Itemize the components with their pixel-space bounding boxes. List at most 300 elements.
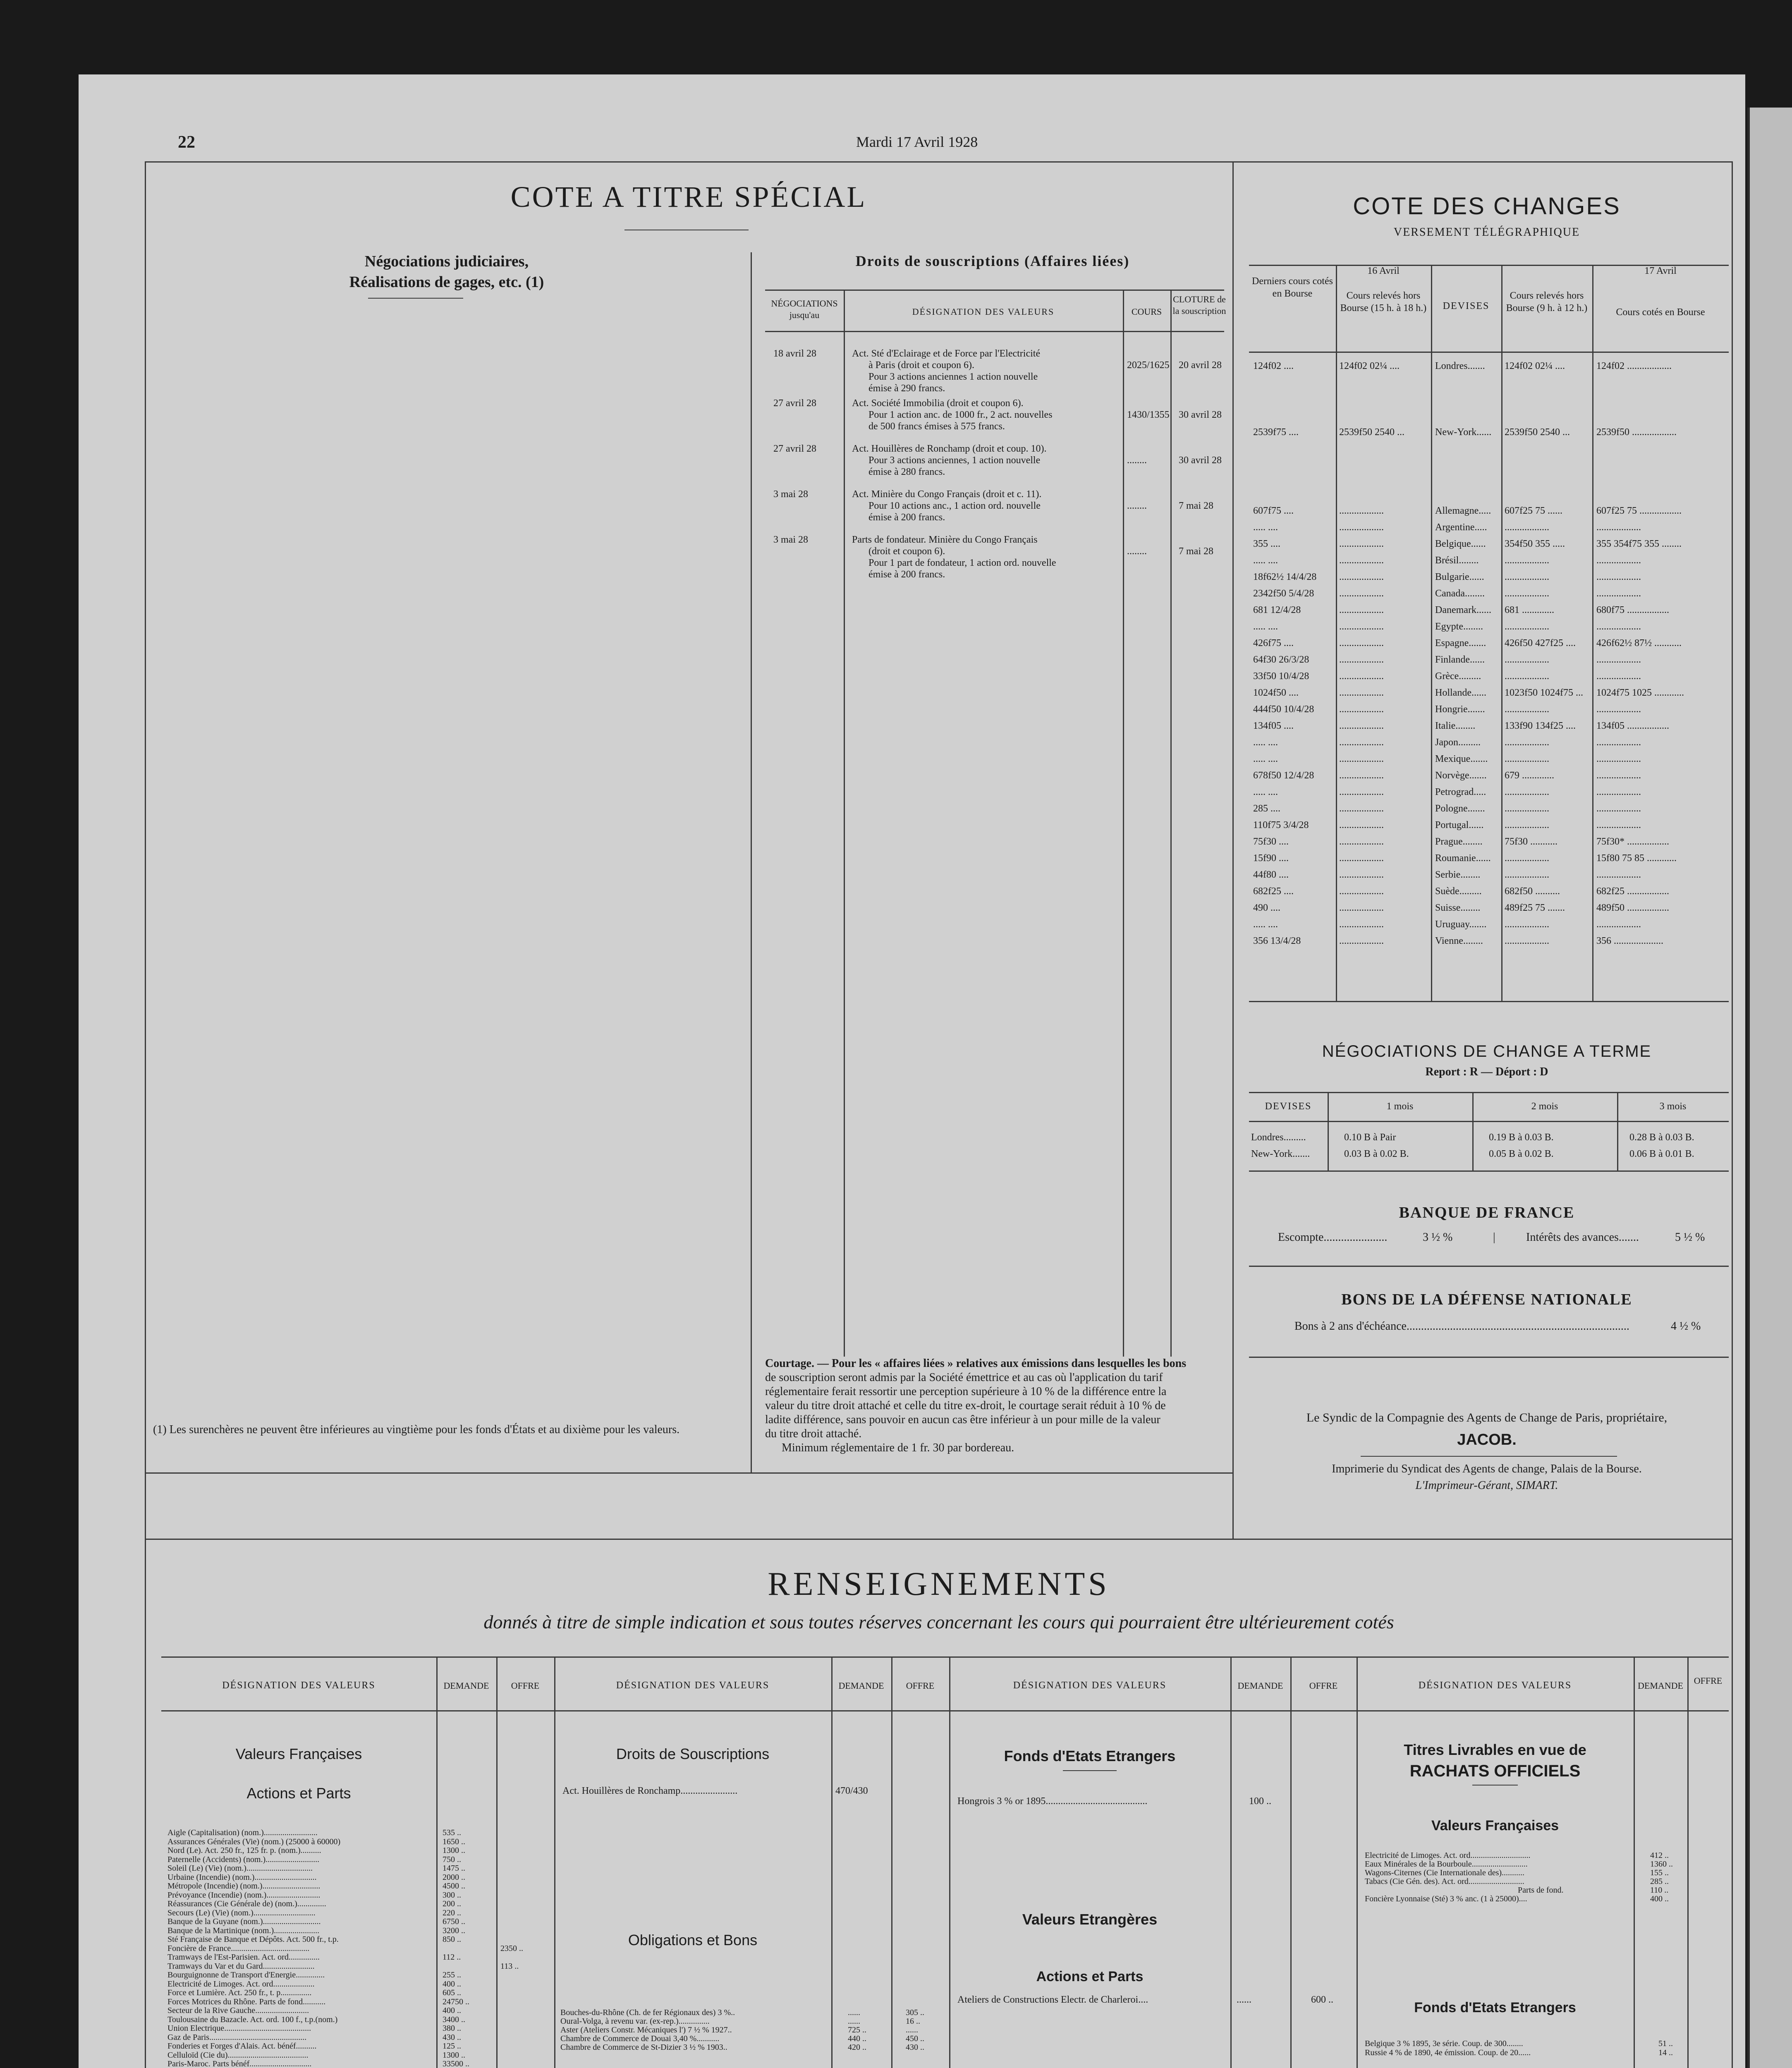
droits-row-designation: Pour 3 actions anciennes, 1 action nouvelle <box>868 455 1041 466</box>
rens-div <box>1687 1656 1689 2068</box>
changes-derniers: ..... .... <box>1253 754 1278 764</box>
changes-releves-16: 2539f50 2540 ... <box>1339 427 1404 438</box>
col3-heading-rule <box>1063 1770 1117 1771</box>
col1-row-demande: 1300 .. <box>443 2050 465 2060</box>
changes-cotes-17: .................. <box>1596 754 1641 764</box>
rens-div <box>1290 1656 1292 2068</box>
changes-col-derniers: Derniers cours cotés en Bourse <box>1252 276 1333 299</box>
newspaper-page <box>79 74 1745 2068</box>
changes-releves-17: 124f02 02¼ .... <box>1505 361 1565 371</box>
changes-derniers: 64f30 26/3/28 <box>1253 654 1309 665</box>
syndic-rule <box>1361 1456 1617 1457</box>
changes-devise: Grèce......... <box>1435 671 1481 682</box>
col1-row-label: Banque de la Guyane (nom.)............................ <box>167 1917 321 1926</box>
changes-devise: Danemark...... <box>1435 605 1491 615</box>
changes-releves-16: .................. <box>1339 919 1384 930</box>
changes-col-16: 16 Avril <box>1367 266 1400 276</box>
col3-row2-label: Ateliers de Constructions Electr. de Charleroi.... <box>957 1994 1148 2005</box>
footnote: (1) Les surenchères ne peuvent être inférieures au vingtième pour les fonds d'États et au dixième pour les valeurs. <box>153 1423 680 1436</box>
changes-devise: New-York...... <box>1435 427 1492 438</box>
banque-rule <box>1249 1266 1729 1267</box>
changes-cotes-17: 75f30* ................. <box>1596 836 1669 847</box>
col3-row1-label: Hongrois 3 % or 1895......................................... <box>957 1796 1148 1807</box>
changes-derniers: ..... .... <box>1253 919 1278 930</box>
col4-row-label: Electricité de Limoges. Act. ord............................. <box>1365 1851 1531 1860</box>
syndic-line-2: Imprimerie du Syndicat des Agents de change, Palais de la Bourse. <box>1332 1462 1642 1475</box>
col1-row-demande: 605 .. <box>443 1988 461 1997</box>
col1-row-demande: 400 .. <box>443 2006 461 2015</box>
changes-releves-16: .................. <box>1339 687 1384 698</box>
droits-row-date: 3 mai 28 <box>773 534 808 545</box>
changes-cotes-17: .................. <box>1596 704 1641 715</box>
heading-underline <box>368 298 463 299</box>
changes-releves-16: .................. <box>1339 836 1384 847</box>
page-date: Mardi 17 Avril 1928 <box>856 134 978 150</box>
col1-row-demande: 1300 .. <box>443 1846 465 1855</box>
changes-releves-17: 2539f50 2540 ... <box>1505 427 1570 438</box>
droits-row-designation: Act. Houillères de Ronchamp (droit et coup. 10). <box>852 443 1047 454</box>
changes-col-cotes-17: Cours cotés en Bourse <box>1616 307 1705 318</box>
rens-col-demande: DEMANDE <box>838 1680 884 1691</box>
changes-releves-16: .................. <box>1339 704 1384 715</box>
changes-cotes-17: 426f62½ 87½ ........... <box>1596 638 1682 649</box>
changes-releves-17: .................. <box>1505 555 1549 566</box>
banque-escompte-label: Escompte...................... <box>1278 1231 1388 1244</box>
col3-row2-demande: ...... <box>1237 1994 1251 2005</box>
changes-devise: Argentine..... <box>1435 522 1487 533</box>
banque-separator: | <box>1493 1231 1495 1244</box>
col4-row-demande: 1360 .. <box>1650 1860 1673 1869</box>
changes-cotes-17: .................. <box>1596 919 1641 930</box>
rens-col-designation: DÉSIGNATION DES VALEURS <box>616 1680 770 1691</box>
col1-row-label: Paternelle (Accidents) (nom.).......................... <box>167 1855 320 1864</box>
changes-cotes-17: 355 354f75 355 ........ <box>1596 539 1682 549</box>
renseignements-subtitle: donnés à titre de simple indication et sous toutes réserves concernant les cours qui pourraient être ultérieurement cotés <box>483 1611 1394 1632</box>
changes-releves-16: .................. <box>1339 902 1384 913</box>
right-border <box>1732 161 1733 2068</box>
changes-devise: Finlande...... <box>1435 654 1485 665</box>
col1-row-label: Secours (Le) (Vie) (nom.).............................. <box>167 1908 316 1917</box>
renseignements-top-rule <box>145 1539 1733 1540</box>
droits-col-cloture: CLOTURE de la souscription <box>1172 294 1226 316</box>
changes-releves-16: .................. <box>1339 886 1384 897</box>
col1-row-demande: 380 .. <box>443 2024 461 2033</box>
changes-derniers: 75f30 .... <box>1253 836 1289 847</box>
droits-row-date: 18 avril 28 <box>773 348 816 359</box>
rens-div <box>949 1656 950 2068</box>
changes-releves-16: 124f02 02¼ .... <box>1339 361 1400 371</box>
changes-releves-16: .................. <box>1339 754 1384 764</box>
col1-row-offre: 113 .. <box>500 1961 519 1971</box>
changes-releves-17: .................. <box>1505 671 1549 682</box>
col1-row-offre: 2350 .. <box>500 1944 523 1953</box>
changes-col-div-4 <box>1592 265 1593 1001</box>
rens-col-demande: DEMANDE <box>443 1680 489 1691</box>
changes-devise: Allemagne..... <box>1435 505 1491 516</box>
changes-releves-17: .................. <box>1505 869 1549 880</box>
bons-value: 4 ½ % <box>1671 1320 1701 1333</box>
droits-col-cours: COURS <box>1131 306 1162 317</box>
col2-row-demande: 440 .. <box>848 2034 866 2043</box>
droits-row-cours: 2025/1625 <box>1127 360 1170 371</box>
changes-subtitle: VERSEMENT TÉLÉGRAPHIQUE <box>1393 226 1580 239</box>
col2-row-demande: ...... <box>848 2017 860 2026</box>
col2-row-offre: 16 .. <box>906 2017 920 2026</box>
left-border <box>145 161 146 2068</box>
rens-col-designation: DÉSIGNATION DES VALEURS <box>1418 1680 1572 1691</box>
changes-releves-16: .................. <box>1339 555 1384 566</box>
changes-cotes-17: .................. <box>1596 555 1641 566</box>
changes-cotes-17: .................. <box>1596 869 1641 880</box>
col1-row-label: Métropole (Incendie) (nom.)............................ <box>167 1881 321 1891</box>
changes-releves-17: .................. <box>1505 803 1549 814</box>
col1-row-label: Forces Motrices du Rhône. Parts de fond........... <box>167 1997 326 2006</box>
col1-row-label: Tramways de l'Est-Parisien. Act. ord............... <box>167 1953 320 1962</box>
col1-row-label: Gaz de Paris............................................... <box>167 2032 307 2042</box>
terme-row-newyork-devise: New-York....... <box>1251 1149 1310 1159</box>
col4-row-label: Russie 4 % de 1890, 4e émission. Coup. de 20...... <box>1365 2048 1531 2057</box>
changes-cotes-17: .................. <box>1596 787 1641 797</box>
terme-row-londres-3: 0.28 B à 0.03 B. <box>1629 1132 1694 1143</box>
changes-devise: Portugal...... <box>1435 820 1484 831</box>
rens-header-bottom <box>161 1710 1729 1711</box>
rens-div <box>496 1656 498 2068</box>
changes-devise: Espagne....... <box>1435 638 1486 649</box>
rens-div <box>436 1656 438 2068</box>
terme-row-newyork-2: 0.05 B à 0.02 B. <box>1489 1149 1554 1159</box>
courtage-line: Minimum réglementaire de 1 fr. 30 par bordereau. <box>782 1441 1014 1454</box>
col1-row-label: Banque de la Martinique (nom.)...................... <box>167 1926 320 1935</box>
changes-derniers: 355 .... <box>1253 539 1280 549</box>
col1-row-label: Bourguignonne de Transport d'Energie.............. <box>167 1970 325 1979</box>
changes-releves-16: .................. <box>1339 720 1384 731</box>
changes-cotes-17: .................. <box>1596 654 1641 665</box>
changes-derniers: ..... .... <box>1253 555 1278 566</box>
changes-devise: Mexique....... <box>1435 754 1488 764</box>
changes-derniers: 607f75 .... <box>1253 505 1294 516</box>
changes-cotes-17: .................. <box>1596 588 1641 599</box>
terme-header-devises: DEVISES <box>1265 1101 1312 1112</box>
changes-devise: Canada........ <box>1435 588 1485 599</box>
col1-row-demande: 33500 .. <box>443 2059 469 2068</box>
droits-row-designation: émise à 290 francs. <box>868 383 945 394</box>
changes-devise: Uruguay....... <box>1435 919 1487 930</box>
col1-row-demande: 255 .. <box>443 1970 461 1979</box>
changes-title: COTE DES CHANGES <box>1353 193 1621 220</box>
col2-row-label: Oural-Volga, à revenu var. (ex-rep.)............... <box>560 2017 710 2026</box>
changes-releves-16: .................. <box>1339 853 1384 864</box>
changes-devise: Norvège....... <box>1435 770 1487 781</box>
changes-col-releves-16: Cours relevés hors Bourse (15 h. à 18 h.) <box>1340 290 1427 314</box>
col2-row-offre: ...... <box>906 2025 918 2034</box>
courtage-line: réglementaire ferait ressortir une perception supérieure à 10 % de la différence entre la <box>765 1385 1167 1398</box>
col4-heading-1: Titres Livrables en vue de <box>1404 1741 1586 1758</box>
droits-row-designation: Act. Minière du Congo Français (droit et c. 11). <box>852 489 1042 500</box>
droits-row-cloture: 7 mai 28 <box>1179 500 1213 511</box>
col1-row-demande: 112 .. <box>443 1953 461 1962</box>
droits-row-date: 27 avril 28 <box>773 443 816 454</box>
col4-row-label: Foncière Lyonnaise (Sté) 3 % anc. (1 à 25000).... <box>1365 1894 1527 1903</box>
col1-row-label: Secteur de la Rive Gauche.......................... <box>167 2006 309 2015</box>
changes-cotes-17: 607f25 75 ................. <box>1596 505 1682 516</box>
col1-row-demande: 2000 .. <box>443 1872 465 1882</box>
changes-releves-16: .................. <box>1339 869 1384 880</box>
terme-table-bottom <box>1249 1170 1729 1172</box>
changes-devise: Egypte........ <box>1435 621 1483 632</box>
changes-cotes-17: 134f05 ................. <box>1596 720 1669 731</box>
col2-row-demande: 725 .. <box>848 2025 866 2034</box>
droits-row-cloture: 20 avril 28 <box>1179 360 1222 371</box>
col2-row-label: Chambre de Commerce de Douai 3,40 %........... <box>560 2034 720 2043</box>
changes-releves-17: .................. <box>1505 737 1549 748</box>
col1-row-label: Sté Française de Banque et Dépôts. Act. 500 fr., t.p. <box>167 1935 339 1944</box>
changes-derniers: ..... .... <box>1253 737 1278 748</box>
changes-table-bottom <box>1249 1001 1729 1002</box>
bons-rule <box>1249 1357 1729 1358</box>
changes-releves-17: 682f50 .......... <box>1505 886 1560 897</box>
changes-devise: Belgique...... <box>1435 539 1486 549</box>
col4-row-demande: 51 .. <box>1658 2039 1673 2048</box>
terme-row-newyork-3: 0.06 B à 0.01 B. <box>1629 1149 1694 1159</box>
banque-escompte-value: 3 ½ % <box>1423 1231 1453 1244</box>
changes-derniers: ..... .... <box>1253 621 1278 632</box>
col2-heading-2: Obligations et Bons <box>628 1932 758 1948</box>
col2-row-demande: ...... <box>848 2008 860 2017</box>
col1-row-label: Union Electrique.......................................... <box>167 2024 311 2033</box>
changes-releves-17: .................. <box>1505 522 1549 533</box>
droits-row-designation: Pour 10 actions anc., 1 action ord. nouvelle <box>868 500 1041 511</box>
changes-derniers: 2342f50 5/4/28 <box>1253 588 1314 599</box>
changes-releves-17: 489f25 75 ....... <box>1505 902 1565 913</box>
droits-row-cours: ........ <box>1127 455 1147 466</box>
changes-releves-17: .................. <box>1505 919 1549 930</box>
courtage-line: valeur du titre droit attaché et celle du titre ex-droit, le courtage serait réduit à 10 % de <box>765 1399 1166 1412</box>
changes-releves-17: .................. <box>1505 588 1549 599</box>
col1-row-label: Tramways du Var et du Gard......................... <box>167 1961 315 1971</box>
changes-releves-16: .................. <box>1339 505 1384 516</box>
changes-devise: Pologne....... <box>1435 803 1485 814</box>
changes-derniers: 33f50 10/4/28 <box>1253 671 1309 682</box>
col1-row-demande: 430 .. <box>443 2032 461 2042</box>
col1-row-label: Aigle (Capitalisation) (nom.).......................... <box>167 1828 318 1837</box>
changes-releves-16: .................. <box>1339 605 1384 615</box>
col4-row-label: Tabacs (Cie Gén. des). Act. ord........................... <box>1365 1877 1524 1886</box>
syndic-line-1: Le Syndic de la Compagnie des Agents de Change de Paris, propriétaire, <box>1306 1411 1668 1424</box>
col2-row-offre: 430 .. <box>906 2043 924 2052</box>
changes-col-div-3 <box>1501 265 1503 1001</box>
col4-row-demande: 110 .. <box>1650 1886 1669 1895</box>
changes-derniers: 490 .... <box>1253 902 1280 913</box>
col2-row-offre: 305 .. <box>906 2008 924 2017</box>
changes-cotes-17: .................. <box>1596 621 1641 632</box>
changes-devise: Japon......... <box>1435 737 1481 748</box>
rens-div <box>1634 1656 1635 2068</box>
col4-heading-rule <box>1472 1785 1518 1786</box>
col4-row-label: Belgique 3 % 1895, 3e série. Coup. de 300........ <box>1365 2039 1523 2048</box>
col4-row-demande: 14 .. <box>1658 2048 1673 2057</box>
changes-cotes-17: .................. <box>1596 820 1641 831</box>
rens-table-top <box>161 1656 1729 1658</box>
droits-row-designation: à Paris (droit et coupon 6). <box>868 360 974 371</box>
banque-title: BANQUE DE FRANCE <box>1399 1204 1575 1221</box>
changes-cotes-17: .................. <box>1596 572 1641 582</box>
terme-row-londres-1: 0.10 B à Pair <box>1344 1132 1396 1143</box>
terme-header-1-mois: 1 mois <box>1386 1101 1414 1112</box>
col3-heading-3: Actions et Parts <box>1036 1969 1144 1984</box>
col1-row-label: Soleil (Le) (Vie) (nom.)................................ <box>167 1864 313 1873</box>
changes-derniers: 124f02 .... <box>1253 361 1294 371</box>
rens-col-offre: OFFRE <box>1694 1675 1723 1686</box>
changes-releves-17: .................. <box>1505 820 1549 831</box>
droits-row-cloture: 30 avril 28 <box>1179 455 1222 466</box>
courtage-line: Courtage. — Pour les « affaires liées » relatives aux émissions dans lesquelles les bons <box>765 1357 1187 1370</box>
col1-row-demande: 300 .. <box>443 1890 461 1900</box>
col4-row-demande: 412 .. <box>1650 1851 1669 1860</box>
col1-row-demande: 850 .. <box>443 1935 461 1944</box>
changes-releves-16: .................. <box>1339 638 1384 649</box>
negociations-heading-2: Réalisations de gages, etc. (1) <box>349 273 544 291</box>
renseignements-title: RENSEIGNEMENTS <box>768 1566 1110 1602</box>
changes-releves-16: .................. <box>1339 522 1384 533</box>
changes-devise: Londres....... <box>1435 361 1485 371</box>
changes-cotes-17: 124f02 .................. <box>1596 361 1672 371</box>
changes-cotes-17: 680f75 ................. <box>1596 605 1669 615</box>
changes-cotes-17: 489f50 ................. <box>1596 902 1669 913</box>
terme-subtitle: Report : R — Déport : D <box>1425 1065 1548 1078</box>
col2-row-label: Bouches-du-Rhône (Ch. de fer Régionaux des) 3 %.. <box>560 2008 735 2017</box>
terme-row-londres-2: 0.19 B à 0.03 B. <box>1489 1132 1554 1143</box>
adjacent-page-edge <box>1747 108 1792 2068</box>
rens-col-designation: DÉSIGNATION DES VALEURS <box>1013 1680 1167 1691</box>
col1-row-label: Paris-Maroc. Parts bénéf.............................. <box>167 2059 312 2068</box>
droits-heading: Droits de souscriptions (Affaires liées) <box>855 253 1130 269</box>
col4-row-demande: 285 .. <box>1650 1877 1669 1886</box>
changes-devise: Italie........ <box>1435 720 1476 731</box>
col2-row-label: Chambre de Commerce de St-Dizier 3 ½ % 1903.. <box>560 2043 727 2052</box>
droits-row-designation: Pour 3 actions anciennes 1 action nouvelle <box>868 371 1038 382</box>
changes-derniers: 1024f50 .... <box>1253 687 1299 698</box>
col1-row-demande: 535 .. <box>443 1828 461 1837</box>
col1-heading-1: Valeurs Françaises <box>235 1745 362 1762</box>
droits-col-div-1 <box>844 290 845 1357</box>
droits-row-designation: émise à 200 francs. <box>868 512 945 523</box>
cote-titre-title: COTE A TITRE SPÉCIAL <box>510 180 867 213</box>
changes-devise: Roumanie...... <box>1435 853 1491 864</box>
rens-col-offre: OFFRE <box>511 1680 540 1691</box>
changes-col-div-2 <box>1431 265 1432 1001</box>
changes-releves-16: .................. <box>1339 787 1384 797</box>
rens-col-designation: DÉSIGNATION DES VALEURS <box>222 1680 376 1691</box>
col1-row-demande: 220 .. <box>443 1908 461 1917</box>
banque-avances-label: Intérêts des avances....... <box>1526 1231 1639 1244</box>
col4-row-demande: 400 .. <box>1650 1894 1669 1903</box>
changes-cotes-17: .................. <box>1596 522 1641 533</box>
changes-derniers: 285 .... <box>1253 803 1280 814</box>
droits-col-designation: DÉSIGNATION DES VALEURS <box>912 306 1055 317</box>
changes-releves-17: .................. <box>1505 787 1549 797</box>
changes-cotes-17: .................. <box>1596 770 1641 781</box>
changes-releves-17: .................. <box>1505 704 1549 715</box>
changes-devise: Prague........ <box>1435 836 1483 847</box>
col1-row-demande: 125 .. <box>443 2042 461 2051</box>
changes-releves-17: .................. <box>1505 754 1549 764</box>
terme-row-londres-devise: Londres......... <box>1251 1132 1306 1143</box>
col2-row-label: Aster (Ateliers Constr. Mécaniques l') 7 ½ % 1927.. <box>560 2025 732 2034</box>
syndic-name: JACOB. <box>1457 1431 1517 1448</box>
col3-heading-1: Fonds d'Etats Etrangers <box>1004 1747 1176 1764</box>
droits-table-top <box>765 290 1224 291</box>
col1-row-demande: 750 .. <box>443 1855 461 1864</box>
col1-row-demande: 1475 .. <box>443 1864 465 1873</box>
droits-row-cours: ........ <box>1127 500 1147 511</box>
changes-releves-17: 1023f50 1024f75 ... <box>1505 687 1583 698</box>
changes-releves-17: .................. <box>1505 936 1549 946</box>
col1-row-label: Celluloïd (Cie du)....................................... <box>167 2050 309 2060</box>
changes-releves-16: .................. <box>1339 572 1384 582</box>
upper-divider <box>1232 161 1234 1539</box>
changes-derniers: 356 13/4/28 <box>1253 936 1301 946</box>
changes-releves-17: .................. <box>1505 853 1549 864</box>
page-number: 22 <box>178 133 195 152</box>
col1-row-label: Urbaine (Incendie) (nom.).............................. <box>167 1872 317 1882</box>
changes-col-div-1 <box>1336 265 1337 1001</box>
changes-devise: Suède......... <box>1435 886 1482 897</box>
terme-title: NÉGOCIATIONS DE CHANGE A TERME <box>1322 1042 1652 1060</box>
droits-row-designation: Pour 1 part de fondateur, 1 action ord. nouvelle <box>868 558 1056 568</box>
banque-avances-value: 5 ½ % <box>1675 1231 1705 1244</box>
col2-row-demande: 420 .. <box>848 2043 866 2052</box>
col1-heading-2: Actions et Parts <box>246 1785 351 1802</box>
changes-derniers: 134f05 .... <box>1253 720 1294 731</box>
changes-releves-17: 679 ............. <box>1505 770 1554 781</box>
droits-col-div-2 <box>1123 290 1124 1357</box>
changes-releves-17: 354f50 355 ..... <box>1505 539 1565 549</box>
changes-releves-17: .................. <box>1505 572 1549 582</box>
changes-devise: Hongrie....... <box>1435 704 1485 715</box>
changes-col-17: 17 Avril <box>1644 266 1677 276</box>
changes-releves-17: 426f50 427f25 .... <box>1505 638 1576 649</box>
droits-row-designation: Act. Société Immobilia (droit et coupon 6). <box>852 398 1024 409</box>
col1-row-label: Force et Lumière. Act. 250 fr., t. p............... <box>167 1988 312 1997</box>
droits-row-cours: 1430/1355 <box>1127 409 1170 420</box>
changes-derniers: ..... .... <box>1253 522 1278 533</box>
changes-cotes-17: 15f80 75 85 ............ <box>1596 853 1677 864</box>
changes-cotes-17: 1024f75 1025 ............ <box>1596 687 1684 698</box>
droits-row-designation: de 500 francs émises à 575 francs. <box>868 421 1005 432</box>
rens-col-offre: OFFRE <box>1309 1680 1338 1691</box>
droits-row-date: 27 avril 28 <box>773 398 816 409</box>
changes-cotes-17: .................. <box>1596 803 1641 814</box>
droits-row-designation: (droit et coupon 6). <box>868 546 945 557</box>
cote-bottom-rule <box>145 1472 1232 1474</box>
col4-row-label: Parts de fond. <box>1518 1886 1564 1895</box>
rens-div <box>891 1656 892 2068</box>
col1-row-demande: 3200 .. <box>443 1926 465 1935</box>
top-rule <box>145 161 1733 163</box>
changes-releves-16: .................. <box>1339 621 1384 632</box>
col1-row-demande: 6750 .. <box>443 1917 465 1926</box>
changes-releves-17: .................. <box>1505 654 1549 665</box>
changes-releves-16: .................. <box>1339 770 1384 781</box>
changes-releves-16: .................. <box>1339 936 1384 946</box>
changes-derniers: 44f80 .... <box>1253 869 1289 880</box>
col1-row-label: Foncière de France...................................... <box>167 1944 310 1953</box>
col1-row-label: Nord (Le). Act. 250 fr., 125 fr. p. (nom.).......... <box>167 1846 321 1855</box>
col1-row-demande: 1650 .. <box>443 1837 465 1846</box>
changes-header-bottom <box>1249 352 1729 353</box>
changes-devise: Suisse........ <box>1435 902 1481 913</box>
changes-derniers: 444f50 10/4/28 <box>1253 704 1314 715</box>
